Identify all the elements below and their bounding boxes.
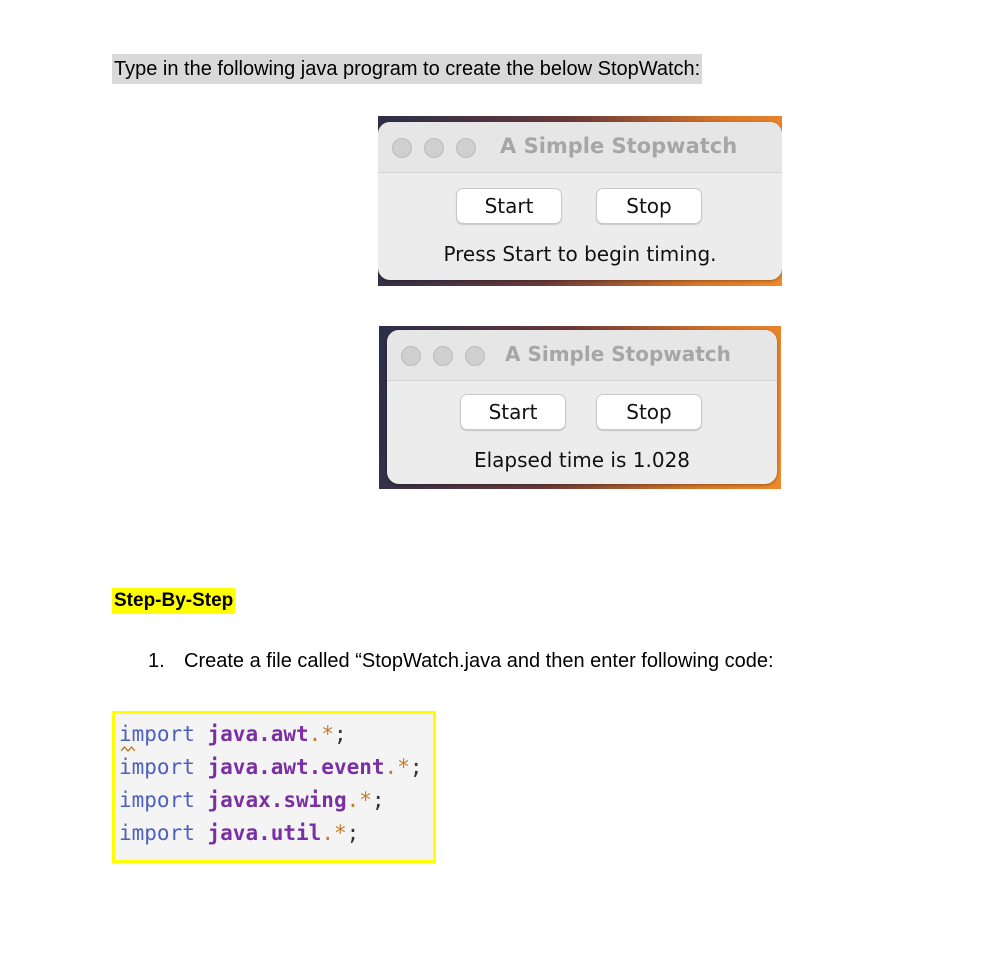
window-title: A Simple Stopwatch bbox=[505, 342, 731, 366]
status-label: Press Start to begin timing. bbox=[443, 242, 717, 266]
code-keyword: import bbox=[119, 722, 195, 746]
stopwatch-window bbox=[387, 330, 777, 484]
close-window-icon[interactable] bbox=[401, 346, 421, 366]
step-number: 1. bbox=[148, 650, 165, 672]
start-button[interactable]: Start bbox=[456, 188, 562, 224]
step-by-step-heading: Step-By-Step bbox=[112, 588, 235, 614]
code-semicolon: ; bbox=[409, 755, 423, 779]
window-title: A Simple Stopwatch bbox=[500, 134, 738, 158]
window-titlebar bbox=[387, 330, 777, 381]
stopwatch-screenshot-elapsed bbox=[379, 326, 781, 489]
code-wildcard: * bbox=[359, 788, 372, 812]
code-block bbox=[112, 711, 436, 863]
stop-button[interactable]: Stop bbox=[596, 188, 702, 224]
code-package: java.util bbox=[207, 821, 322, 845]
code-keyword: import bbox=[119, 755, 195, 779]
code-wildcard: * bbox=[333, 821, 347, 845]
stopwatch-screenshot-initial bbox=[378, 116, 782, 286]
window-titlebar bbox=[378, 122, 782, 173]
minimize-window-icon[interactable] bbox=[424, 138, 444, 158]
traffic-lights bbox=[401, 346, 485, 366]
code-semicolon: ; bbox=[346, 821, 360, 845]
code-package: javax.swing bbox=[207, 788, 347, 812]
code-wildcard: * bbox=[397, 755, 410, 779]
code-line: import java.util.*; bbox=[119, 821, 360, 845]
code-line: import java.awt.*; bbox=[119, 720, 347, 748]
step-list-item bbox=[148, 650, 774, 673]
start-button[interactable]: Start bbox=[460, 394, 566, 430]
code-wildcard: * bbox=[321, 722, 334, 746]
code-package: java.awt bbox=[207, 722, 309, 746]
traffic-lights bbox=[392, 138, 476, 158]
code-keyword: import bbox=[119, 788, 195, 812]
code-semicolon: ; bbox=[371, 788, 385, 812]
code-semicolon: ; bbox=[333, 722, 347, 746]
code-package: java.awt.event bbox=[207, 755, 385, 779]
code-line: import javax.swing.*; bbox=[119, 788, 385, 812]
status-label: Elapsed time is 1.028 bbox=[473, 448, 691, 472]
code-line: import java.awt.event.*; bbox=[119, 755, 423, 779]
minimize-window-icon[interactable] bbox=[433, 346, 453, 366]
stop-button[interactable]: Stop bbox=[596, 394, 702, 430]
zoom-window-icon[interactable] bbox=[456, 138, 476, 158]
zoom-window-icon[interactable] bbox=[465, 346, 485, 366]
close-window-icon[interactable] bbox=[392, 138, 412, 158]
intro-text: Type in the following java program to create the below StopWatch: bbox=[112, 54, 702, 84]
spellcheck-squiggle-icon bbox=[121, 746, 135, 752]
stopwatch-window bbox=[378, 122, 782, 280]
step-text: Create a file called “StopWatch.java and then enter following code: bbox=[184, 650, 774, 672]
code-keyword: import bbox=[119, 821, 195, 845]
